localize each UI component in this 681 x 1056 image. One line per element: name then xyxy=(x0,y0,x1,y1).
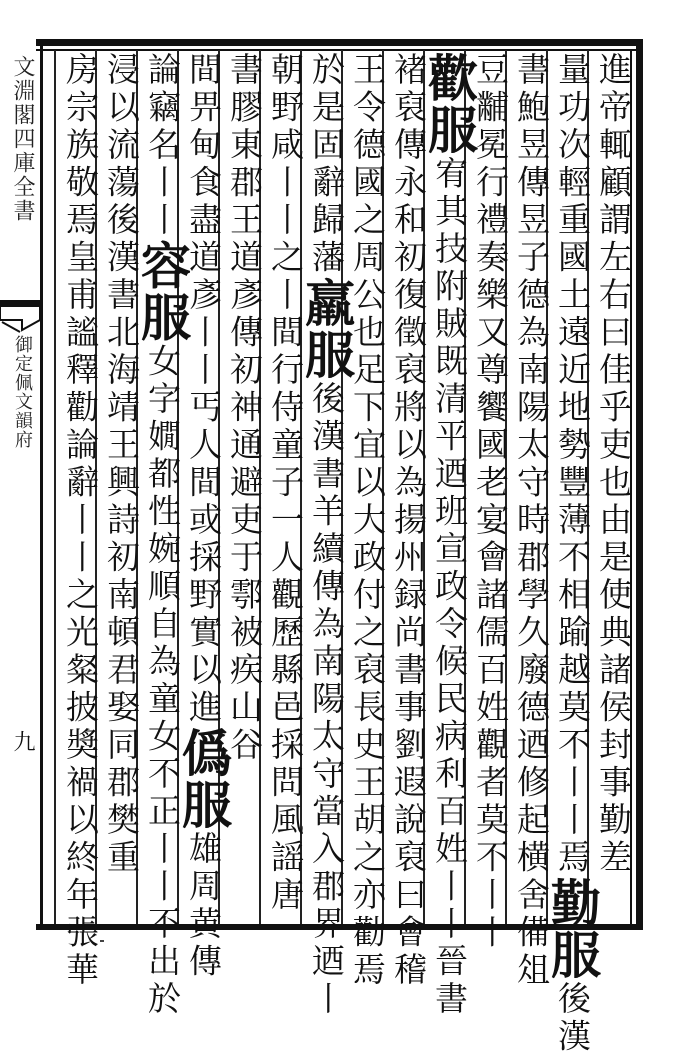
text-column-14 xyxy=(57,52,103,990)
book-title: 御定佩文韻府 xyxy=(12,335,33,449)
column-text: 後漢 xyxy=(553,981,592,1056)
text-column-5 xyxy=(420,52,479,1019)
column-text: 朝野咸丨丨之 xyxy=(266,52,305,277)
column-text: 進帝輒顧謂左右曰佳乎吏也由是使典諸侯封事勤差 xyxy=(594,52,633,877)
column-text: 房宗族敬焉皇甫謐釋勸論辭丨丨之光粲披奬禍以終年張華 xyxy=(61,52,100,990)
margin-border-line xyxy=(40,39,43,930)
frame-top-rule xyxy=(36,39,641,46)
column-text: 論竊名丨丨 xyxy=(143,52,182,240)
page-number: 九 xyxy=(10,730,35,752)
scan-speck xyxy=(100,940,104,942)
text-column-11 xyxy=(174,52,233,981)
headword: 勤服 xyxy=(543,877,602,981)
column-text: 褚裒傳永和初復徵裒將以為揚州録尚書事劉遐說裒曰會稽 xyxy=(389,52,428,990)
column-text: 豆黼冕行禮奏樂又尊饗國老宴會諸儒百姓觀者莫不丨丨 xyxy=(471,52,510,952)
text-column-7 xyxy=(344,52,390,990)
column-text: 王令德國之周公也足下宜以大政付之裒長史王胡之亦勸焉 xyxy=(348,52,387,990)
text-column-9 xyxy=(262,52,308,922)
column-text: 量功次輕重國土遠近地勢豐薄不相踰越莫不丨丨焉 xyxy=(553,52,592,877)
column-text: 後漢書北海靖王興詩初南頓君娶同郡樊重 xyxy=(102,202,141,877)
text-column-8 xyxy=(297,52,356,1019)
column-separator xyxy=(54,50,56,924)
column-text: 女字嫺都性婉順自為童女不正丨丨不出於 xyxy=(143,343,182,1019)
column-text: 丨間行侍童子一人觀歷縣邑採問風謡唐 xyxy=(266,277,305,915)
text-column-1 xyxy=(590,52,636,922)
column-text: 書膠東郡王道彥傳初神通避吏于鄠被疾山谷 xyxy=(225,52,264,765)
column-text: 浸以流蕩 xyxy=(102,52,141,202)
column-text: 宥其技附賊既清平迺班宣政令候民病利百姓丨丨晉書 xyxy=(430,156,469,1019)
column-text: 書鮑昱傳昱子德為南陽太守時郡學久廢德迺修起横舍備俎 xyxy=(512,52,551,990)
headword: 羸服 xyxy=(297,277,356,381)
headword: 僞服 xyxy=(174,727,233,831)
column-text: 於是固辭歸藩 xyxy=(307,52,346,277)
headword: 歡服 xyxy=(420,52,479,156)
text-column-2 xyxy=(543,52,602,1056)
fishtail-mark-icon xyxy=(0,300,40,334)
frame-top-thin-rule xyxy=(36,49,641,51)
text-column-12 xyxy=(133,52,192,1019)
text-column-6 xyxy=(385,52,431,990)
text-column-13 xyxy=(98,52,144,922)
headword: 容服 xyxy=(133,239,192,344)
text-column-3 xyxy=(508,52,554,990)
column-text: 間畀甸食盡道彥丨丨丐人間或採野實以進 xyxy=(184,52,223,727)
column-text: 雄周黄傳 xyxy=(184,831,223,981)
column-text: 後漢書羊續傳為南陽太守當入郡界迺丨 xyxy=(307,381,346,1019)
collection-title: 文淵閣四庫全書 xyxy=(10,55,35,223)
frame-right-rule xyxy=(636,39,643,930)
text-column-4 xyxy=(467,52,513,952)
